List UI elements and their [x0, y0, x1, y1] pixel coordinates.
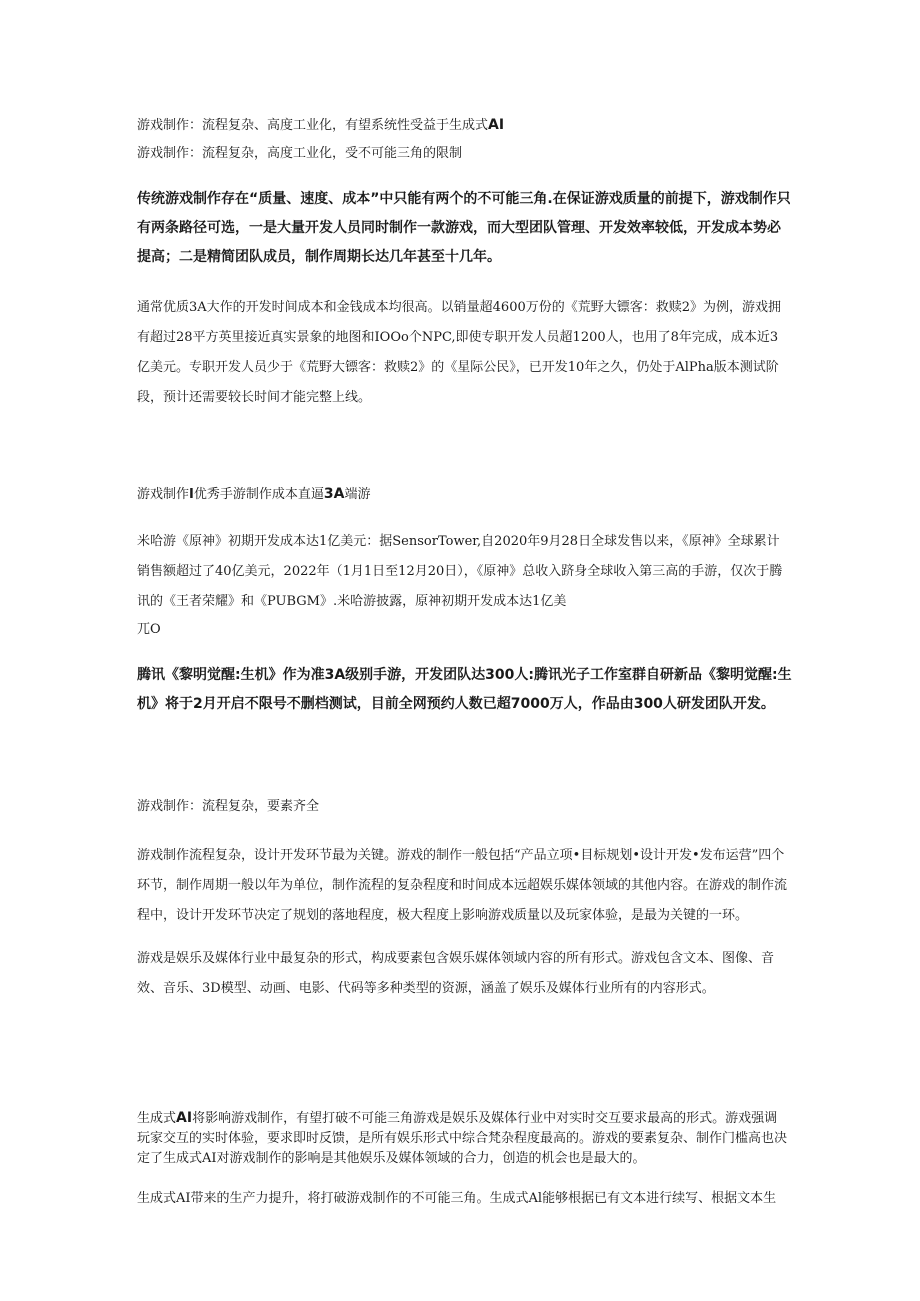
paragraph-genshin: 米哈游《原神》初期开发成本达1亿美元：据SensorTower,自2020年9月28日全球发售以来，《原神》全球累计销售额超过了40亿美元，2022年（1月1日至12月20日），《原神》总收入跻身全球收入第三高的手游，仅次于腾讯的《王者荣耀》和《PUBGM》.米哈游披露，原神初期开发成本达1亿美	[137, 534, 783, 609]
paragraph-productivity: 生成式AI带来的生产力提升，将打破游戏制作的不可能三角。生成式Al能够根据已有文本进行续写、根据文本生	[137, 1191, 777, 1206]
paragraph-impossible-triangle: 传统游戏制作存在“质量、速度、成本”中只能有两个的不可能三角.在保证游戏质量的前提下，游戏制作只有两条路径可选，一是大量开发人员同时制作一款游戏，而大型团队管理、开发效率较低，开发成本势必提高；二是精简团队成员，制作周期长达几年甚至十几年。	[137, 191, 791, 265]
paragraph-production-flow: 游戏制作流程复杂，设计开发环节最为关键。游戏的制作一般包括“产品立项•目标规划•设计开发•发布运营”四个环节，制作周期一般以年为单位，制作流程的复杂程度和时间成本远超娱乐媒体领域的其他内容。在游戏的制作流程中，设计开发环节决定了规划的落地程度，极大程度上影响游戏质量以及玩家体验，是最为关键的一环。	[137, 848, 788, 923]
paragraph-media-forms: 游戏是娱乐及媒体行业中最复杂的形式，构成要素包含娱乐媒体领域内容的所有形式。游戏包含文本、图像、音效、音乐、3D模型、动画、电影、代码等多种类型的资源，涵盖了娱乐及媒体行业所有的内容形式。	[137, 951, 775, 996]
heading-mobile-cost: 游戏制作I优秀手游制作成本直逼3A端游	[137, 486, 371, 502]
heading-ai-benefit: 游戏制作：流程复杂、高度工业化，有望系统性受益于生成式AI	[137, 117, 505, 133]
paragraph-tencent: 腾讯《黎明觉醒:生机》作为准3A级别手游，开发团队达300人:腾讯光子工作室群自研新品《黎明觉醒:生机》将于2月开启不限号不删档测试，目前全网预约人数已超7000万人，作品由300人研发团队开发。	[137, 667, 792, 712]
paragraph-genshin-tail: 兀O	[137, 622, 161, 637]
paragraph-3a-cost: 通常优质3A大作的开发时间成本和金钱成本均很高。以销量超4600万份的《荒野大镖客：救赎2》为例，游戏拥有超过28平方英里接近真实景象的地图和IOOo个NPC,即使专职开发人员超1200人，也用了8年完成，成本近3亿美元。专职开发人员少于《荒野大镖客：救赎2》的《星际公民》，已开发10年之久，仍处于AlPha版本测试阶段，预计还需要较长时间才能完整上线。	[137, 300, 782, 405]
paragraph-genai-impact: 生成式AI将影响游戏制作，有望打破不可能三角游戏是娱乐及媒体行业中对实时交互要求最高的形式。游戏强调玩家交互的实时体验，要求即时反馈，是所有娱乐形式中综合梵杂程度最高的。游戏的要素复杂、制作门槛高也决定了生成式AI对游戏制作的影响是其他娱乐及媒体领域的合力，创造的机会也是最大的。	[137, 1110, 788, 1166]
heading-impossible-triangle: 游戏制作：流程复杂，高度工业化，受不可能三角的限制	[137, 146, 463, 161]
heading-complex-elements: 游戏制作：流程复杂，要素齐全	[137, 799, 320, 814]
